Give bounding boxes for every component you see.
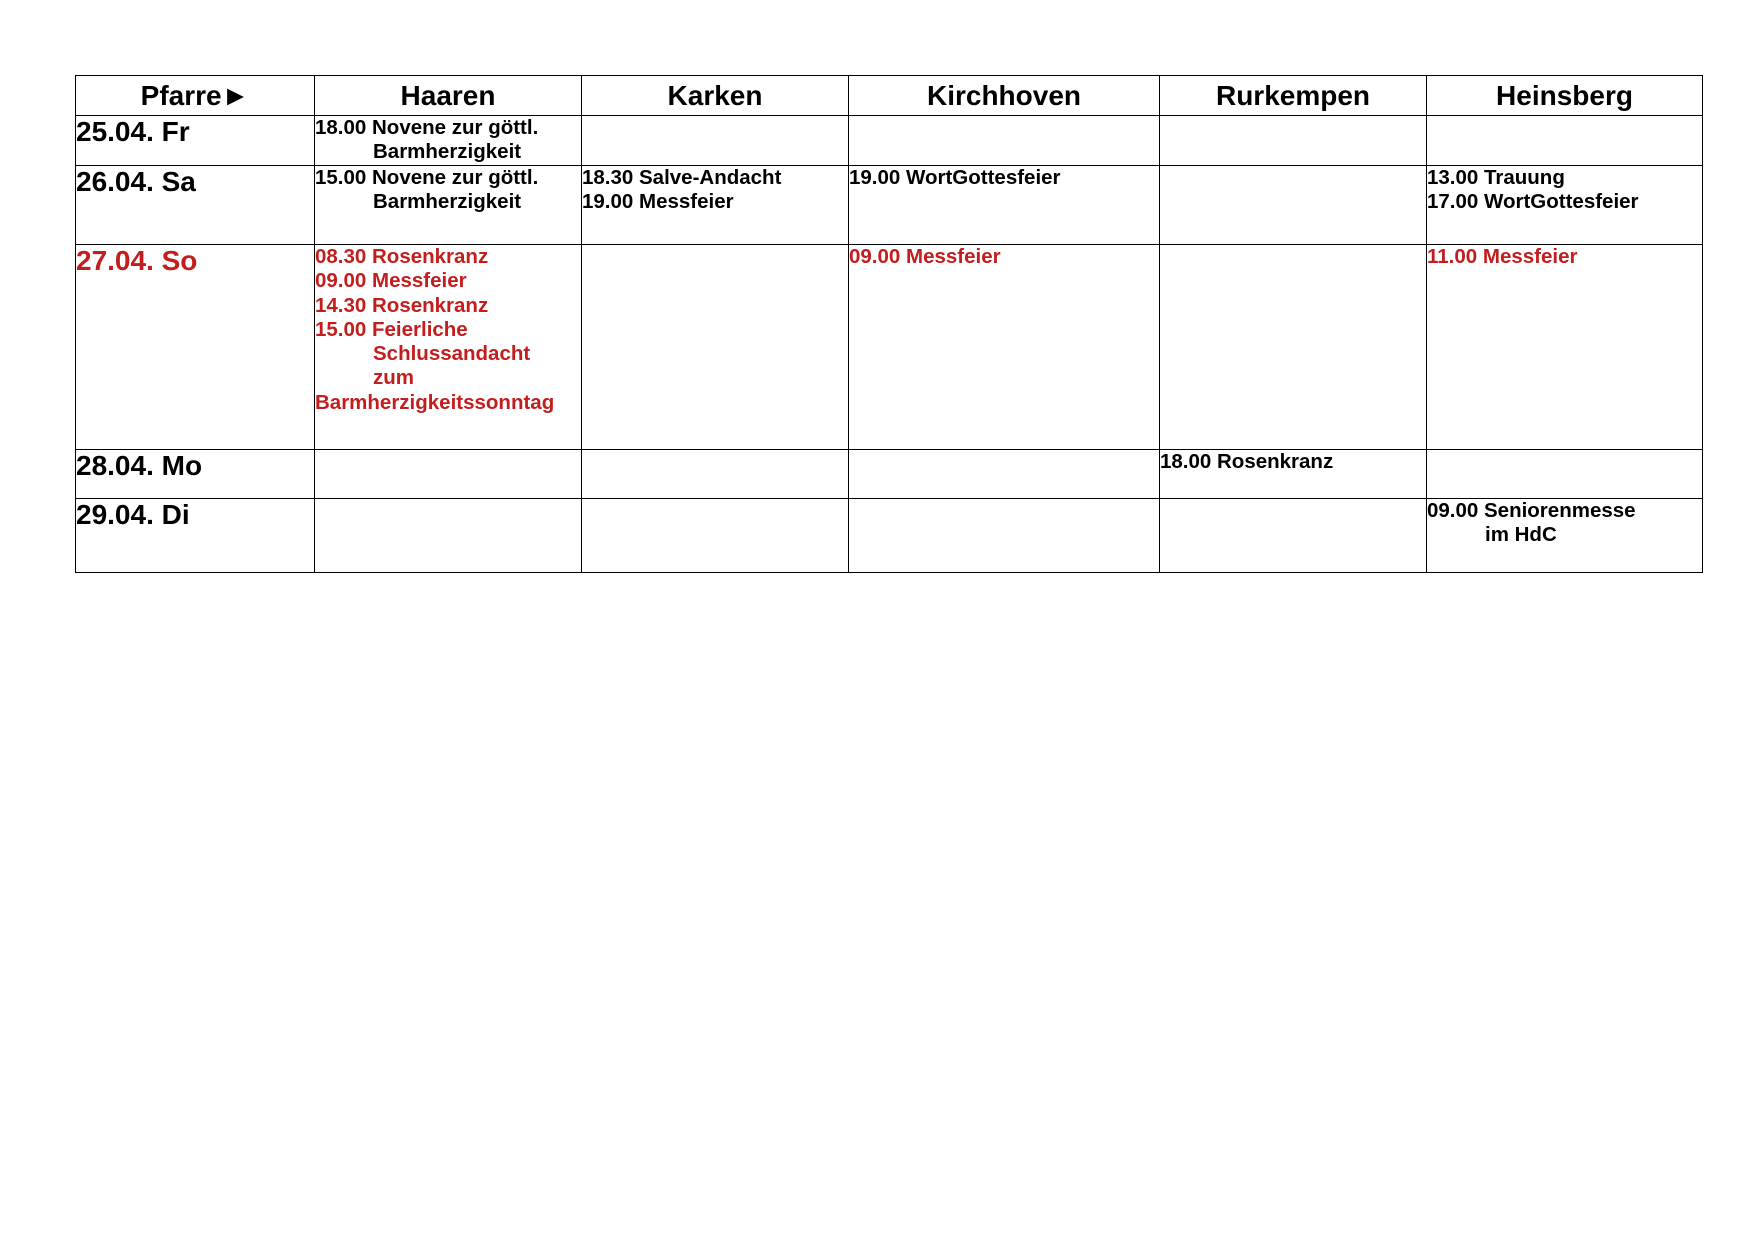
events-rurkempen xyxy=(1160,116,1427,166)
table-row-sunday xyxy=(76,245,1703,450)
event-entry: Barmherzigkeit xyxy=(373,190,522,214)
event-entry: 11.00 Messfeier xyxy=(1427,245,1578,268)
events-haaren xyxy=(315,450,582,499)
events-kirchhoven xyxy=(849,245,1160,450)
events-rurkempen xyxy=(1160,450,1427,499)
events-kirchhoven xyxy=(849,116,1160,166)
header-pfarre: Pfarre► xyxy=(76,76,315,116)
table-row xyxy=(76,116,1703,166)
event-entry: 09.00 Messfeier xyxy=(315,269,467,293)
event-entry: zum xyxy=(373,366,414,390)
event-entry: 14.30 Rosenkranz xyxy=(315,293,489,317)
events-rurkempen xyxy=(1160,166,1427,245)
table-row xyxy=(76,499,1703,573)
church-schedule-table xyxy=(75,75,1703,573)
event-entry: 17.00 WortGottesfeier xyxy=(1427,190,1639,214)
events-karken xyxy=(582,166,849,245)
event-entry: 19.00 WortGottesfeier xyxy=(849,166,1061,189)
events-heinsberg xyxy=(1427,450,1703,499)
header-heinsberg: Heinsberg xyxy=(1427,76,1703,116)
events-haaren xyxy=(315,116,582,166)
event-entry: 18.00 Rosenkranz xyxy=(1160,450,1334,473)
event-entry: 09.00 Seniorenmesse xyxy=(1427,499,1636,522)
day-label: 27.04. So xyxy=(76,245,315,450)
events-karken xyxy=(582,116,849,166)
header-kirchhoven: Kirchhoven xyxy=(849,76,1160,116)
table-row xyxy=(76,450,1703,499)
events-kirchhoven xyxy=(849,499,1160,573)
event-entry: im HdC xyxy=(1485,523,1557,547)
event-entry: 18.00 Novene zur göttl. xyxy=(315,116,539,139)
event-entry: Barmherzigkeit xyxy=(373,140,522,164)
event-entry: 18.30 Salve-Andacht xyxy=(582,166,782,189)
event-entry: 09.00 Messfeier xyxy=(849,245,1001,268)
day-label: 28.04. Mo xyxy=(76,450,315,499)
table-row xyxy=(76,166,1703,245)
events-kirchhoven xyxy=(849,166,1160,245)
events-heinsberg xyxy=(1427,116,1703,166)
header-rurkempen: Rurkempen xyxy=(1160,76,1427,116)
event-entry: 19.00 Messfeier xyxy=(582,190,734,214)
event-entry: 08.30 Rosenkranz xyxy=(315,245,489,268)
events-heinsberg xyxy=(1427,499,1703,573)
event-entry: 13.00 Trauung xyxy=(1427,166,1565,189)
events-haaren xyxy=(315,499,582,573)
events-haaren xyxy=(315,245,582,450)
events-heinsberg xyxy=(1427,166,1703,245)
events-karken xyxy=(582,499,849,573)
event-entry: Barmherzigkeitssonntag xyxy=(315,390,555,414)
events-rurkempen xyxy=(1160,499,1427,573)
event-entry: 15.00 Feierliche xyxy=(315,317,468,341)
events-heinsberg xyxy=(1427,245,1703,450)
header-karken: Karken xyxy=(582,76,849,116)
day-label: 25.04. Fr xyxy=(76,116,315,166)
header-haaren: Haaren xyxy=(315,76,582,116)
events-kirchhoven xyxy=(849,450,1160,499)
events-karken xyxy=(582,450,849,499)
event-entry: 15.00 Novene zur göttl. xyxy=(315,166,539,189)
events-haaren xyxy=(315,166,582,245)
day-label: 29.04. Di xyxy=(76,499,315,573)
header-row xyxy=(76,76,1703,116)
event-entry: Schlussandacht xyxy=(373,342,531,366)
day-label: 26.04. Sa xyxy=(76,166,315,245)
events-rurkempen xyxy=(1160,245,1427,450)
events-karken xyxy=(582,245,849,450)
